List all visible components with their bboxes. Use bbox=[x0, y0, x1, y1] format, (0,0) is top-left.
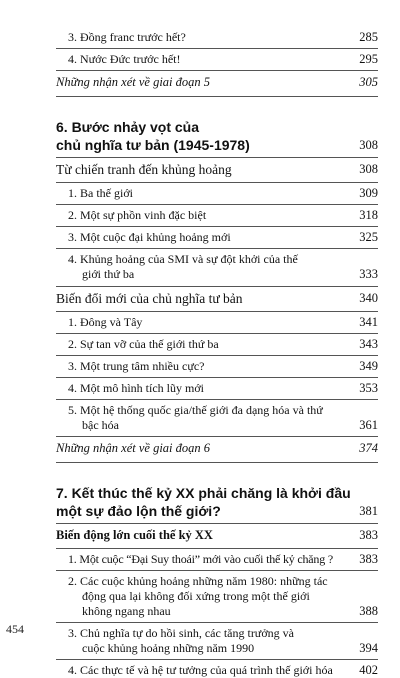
chapter-6-heading bbox=[56, 119, 378, 153]
toc-entry-page: 318 bbox=[359, 208, 378, 222]
toc-entry-page: 383 bbox=[359, 552, 378, 566]
section-page: 308 bbox=[359, 162, 378, 176]
toc-entry-page: 343 bbox=[359, 337, 378, 351]
toc-entry bbox=[56, 248, 378, 282]
chapter-page: 381 bbox=[359, 504, 378, 518]
toc-entry bbox=[56, 399, 378, 433]
section-page: 340 bbox=[359, 291, 378, 305]
toc-entry-label: 2. Sự tan vỡ của thế giới thứ ba bbox=[68, 337, 219, 351]
toc-entry-page: 285 bbox=[359, 30, 378, 44]
toc-entry bbox=[56, 377, 378, 396]
chapter-title-line: 7. Kết thúc thế kỷ XX phải chăng là khởi đầu bbox=[56, 485, 351, 501]
toc-entry-page: 388 bbox=[359, 604, 378, 618]
toc-entry-page: 309 bbox=[359, 186, 378, 200]
toc-entry bbox=[56, 204, 378, 223]
toc-entry-label: 4. Một mô hình tích lũy mới bbox=[68, 381, 205, 395]
section-heading bbox=[56, 286, 378, 307]
toc-entry-page: 394 bbox=[359, 641, 378, 655]
toc-entry bbox=[56, 548, 378, 567]
toc-entry-label: 1. Đông và Tây bbox=[68, 315, 143, 329]
toc-entry-label: 3. Chủ nghĩa tự do hồi sinh, các tăng trưởng và cuộc khủng hoảng những năm 1990 bbox=[68, 626, 294, 655]
page-number: 454 bbox=[6, 622, 24, 636]
toc-entry-page: 402 bbox=[359, 663, 378, 677]
chapter-title-line: chủ nghĩa tư bản (1945-1978) bbox=[56, 137, 250, 153]
toc-entry-label: 1. Một cuộc “Đại Suy thoái” mới vào cuối thế kỷ chăng ? bbox=[68, 552, 333, 566]
toc-entry bbox=[56, 311, 378, 330]
toc-entry-label: 3. Một trung tâm nhiều cực? bbox=[68, 359, 205, 373]
section-label: Từ chiến tranh đến khủng hoảng bbox=[56, 162, 232, 177]
section-heading bbox=[56, 157, 378, 178]
toc-entry-page: 341 bbox=[359, 315, 378, 329]
toc-remarks-label: Những nhận xét về giai đoạn 6 bbox=[56, 441, 211, 455]
toc-entry-page: 333 bbox=[359, 267, 378, 281]
chapter-title-line: 6. Bước nhảy vọt của bbox=[56, 119, 200, 135]
toc-entry bbox=[56, 182, 378, 201]
section-label: Biến đổi mới của chủ nghĩa tư bản bbox=[56, 291, 243, 306]
chapter-7-heading bbox=[56, 485, 378, 519]
section-page: 383 bbox=[359, 528, 378, 542]
table-of-contents bbox=[56, 28, 378, 678]
toc-entry-page: 349 bbox=[359, 359, 378, 373]
toc-entry bbox=[56, 622, 378, 656]
toc-entry-page: 325 bbox=[359, 230, 378, 244]
toc-remarks-entry bbox=[56, 70, 378, 90]
toc-entry-label: 3. Một cuộc đại khủng hoảng mới bbox=[68, 230, 231, 244]
toc-remarks-entry bbox=[56, 436, 378, 456]
section-label: Biến động lớn cuối thế kỷ XX bbox=[56, 528, 213, 542]
toc-entry bbox=[56, 226, 378, 245]
toc-remarks-label: Những nhận xét về giai đoạn 5 bbox=[56, 75, 211, 89]
toc-entry bbox=[56, 48, 378, 67]
toc-entry-label: 2. Các cuộc khủng hoảng những năm 1980: những tác động qua lại không đối xứng trong một thế giới không ngang nhau bbox=[68, 574, 328, 618]
toc-entry-page: 353 bbox=[359, 381, 378, 395]
section-heading bbox=[56, 523, 378, 544]
chapter-page: 308 bbox=[359, 138, 378, 152]
toc-entry bbox=[56, 28, 378, 45]
toc-entry bbox=[56, 570, 378, 619]
toc-entry-page: 295 bbox=[359, 52, 378, 66]
toc-remarks-page: 374 bbox=[359, 441, 378, 455]
toc-entry-label: 2. Một sự phồn vinh đặc biệt bbox=[68, 208, 207, 222]
toc-entry-label: 4. Các thực tế và hệ tư tưởng của quá trình thế giới hóa bbox=[68, 663, 333, 677]
toc-entry-label: 4. Khủng hoảng của SMI và sự đột khởi của thế giới thứ ba bbox=[68, 252, 298, 281]
toc-entry bbox=[56, 659, 378, 678]
toc-entry bbox=[56, 333, 378, 352]
chapter-title-line: một sự đảo lộn thế giới? bbox=[56, 503, 221, 519]
toc-entry-label: 3. Đồng franc trước hết? bbox=[68, 30, 186, 44]
toc-entry-label: 5. Một hệ thống quốc gia/thế giới đa dạng hóa và thứ bậc hóa bbox=[68, 403, 323, 432]
toc-entry-label: 4. Nước Đức trước hết! bbox=[68, 52, 181, 66]
toc-entry bbox=[56, 355, 378, 374]
toc-entry-page: 361 bbox=[359, 418, 378, 432]
toc-remarks-page: 305 bbox=[359, 75, 378, 89]
toc-entry-label: 1. Ba thế giới bbox=[68, 186, 134, 200]
